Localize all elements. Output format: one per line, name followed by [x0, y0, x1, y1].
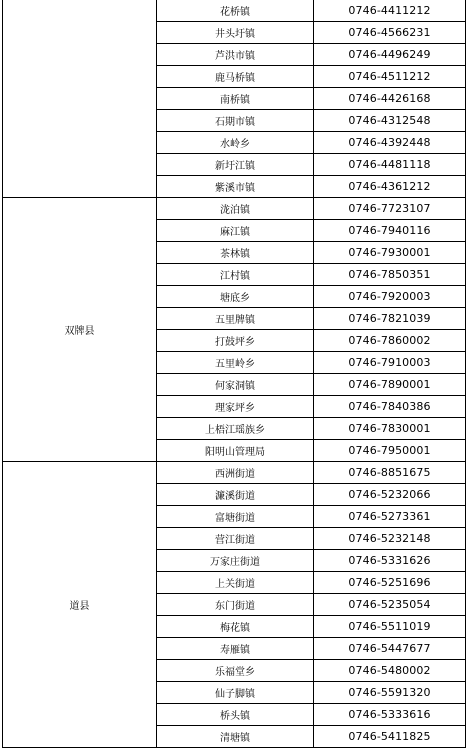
- town-cell: 紫溪市镇: [157, 176, 314, 198]
- phone-cell: 0746-4511212: [314, 66, 466, 88]
- phone-cell: 0746-5235054: [314, 594, 466, 616]
- phone-cell: 0746-5232148: [314, 528, 466, 550]
- phone-cell: 0746-5333616: [314, 704, 466, 726]
- phone-cell: 0746-7950001: [314, 440, 466, 462]
- phone-cell: 0746-4566231: [314, 22, 466, 44]
- phone-cell: 0746-4361212: [314, 176, 466, 198]
- phone-cell: 0746-5251696: [314, 572, 466, 594]
- town-cell: 南桥镇: [157, 88, 314, 110]
- town-cell: 上关街道: [157, 572, 314, 594]
- phone-cell: 0746-5480002: [314, 660, 466, 682]
- town-cell: 理家坪乡: [157, 396, 314, 418]
- county-cell: 道县: [3, 462, 157, 748]
- phone-cell: 0746-5273361: [314, 506, 466, 528]
- town-cell: 石期市镇: [157, 110, 314, 132]
- phone-cell: 0746-5411825: [314, 726, 466, 748]
- town-cell: 清塘镇: [157, 726, 314, 748]
- phone-cell: 0746-7723107: [314, 198, 466, 220]
- town-cell: 上梧江瑶族乡: [157, 418, 314, 440]
- phone-cell: 0746-7840386: [314, 396, 466, 418]
- town-cell: 西洲街道: [157, 462, 314, 484]
- phone-cell: 0746-5511019: [314, 616, 466, 638]
- town-cell: 五里岭乡: [157, 352, 314, 374]
- town-cell: 新圩江镇: [157, 154, 314, 176]
- town-cell: 寿雁镇: [157, 638, 314, 660]
- phone-cell: 0746-8851675: [314, 462, 466, 484]
- phone-cell: 0746-7930001: [314, 242, 466, 264]
- town-cell: 井头圩镇: [157, 22, 314, 44]
- town-cell: 仙子脚镇: [157, 682, 314, 704]
- town-cell: 濂溪街道: [157, 484, 314, 506]
- phone-cell: 0746-7890001: [314, 374, 466, 396]
- town-cell: 营江街道: [157, 528, 314, 550]
- phone-cell: 0746-4481118: [314, 154, 466, 176]
- town-cell: 水岭乡: [157, 132, 314, 154]
- table-row: [3, 462, 466, 484]
- town-cell: 乐福堂乡: [157, 660, 314, 682]
- town-cell: 麻江镇: [157, 220, 314, 242]
- town-cell: 梅花镇: [157, 616, 314, 638]
- phone-cell: 0746-7910003: [314, 352, 466, 374]
- town-cell: 打鼓坪乡: [157, 330, 314, 352]
- table-body: [3, 0, 466, 748]
- county-cell: [3, 0, 157, 198]
- town-cell: 东门街道: [157, 594, 314, 616]
- phone-cell: 0746-7860002: [314, 330, 466, 352]
- town-cell: 鹿马桥镇: [157, 66, 314, 88]
- phone-cell: 0746-7850351: [314, 264, 466, 286]
- phone-cell: 0746-7830001: [314, 418, 466, 440]
- phone-cell: 0746-5447677: [314, 638, 466, 660]
- phone-cell: 0746-7920003: [314, 286, 466, 308]
- phone-directory-table: [2, 0, 466, 748]
- phone-cell: 0746-4312548: [314, 110, 466, 132]
- table-row: [3, 0, 466, 22]
- phone-cell: 0746-5591320: [314, 682, 466, 704]
- phone-cell: 0746-4496249: [314, 44, 466, 66]
- town-cell: 五里牌镇: [157, 308, 314, 330]
- town-cell: 泷泊镇: [157, 198, 314, 220]
- town-cell: 塘底乡: [157, 286, 314, 308]
- town-cell: 富塘街道: [157, 506, 314, 528]
- phone-cell: 0746-4426168: [314, 88, 466, 110]
- phone-cell: 0746-5232066: [314, 484, 466, 506]
- phone-cell: 0746-4392448: [314, 132, 466, 154]
- phone-cell: 0746-5331626: [314, 550, 466, 572]
- phone-cell: 0746-7940116: [314, 220, 466, 242]
- town-cell: 江村镇: [157, 264, 314, 286]
- table-row: [3, 198, 466, 220]
- town-cell: 阳明山管理局: [157, 440, 314, 462]
- town-cell: 何家洞镇: [157, 374, 314, 396]
- town-cell: 芦洪市镇: [157, 44, 314, 66]
- county-cell: 双牌县: [3, 198, 157, 462]
- town-cell: 花桥镇: [157, 0, 314, 22]
- phone-cell: 0746-4411212: [314, 0, 466, 22]
- town-cell: 万家庄街道: [157, 550, 314, 572]
- phone-cell: 0746-7821039: [314, 308, 466, 330]
- town-cell: 茶林镇: [157, 242, 314, 264]
- town-cell: 桥头镇: [157, 704, 314, 726]
